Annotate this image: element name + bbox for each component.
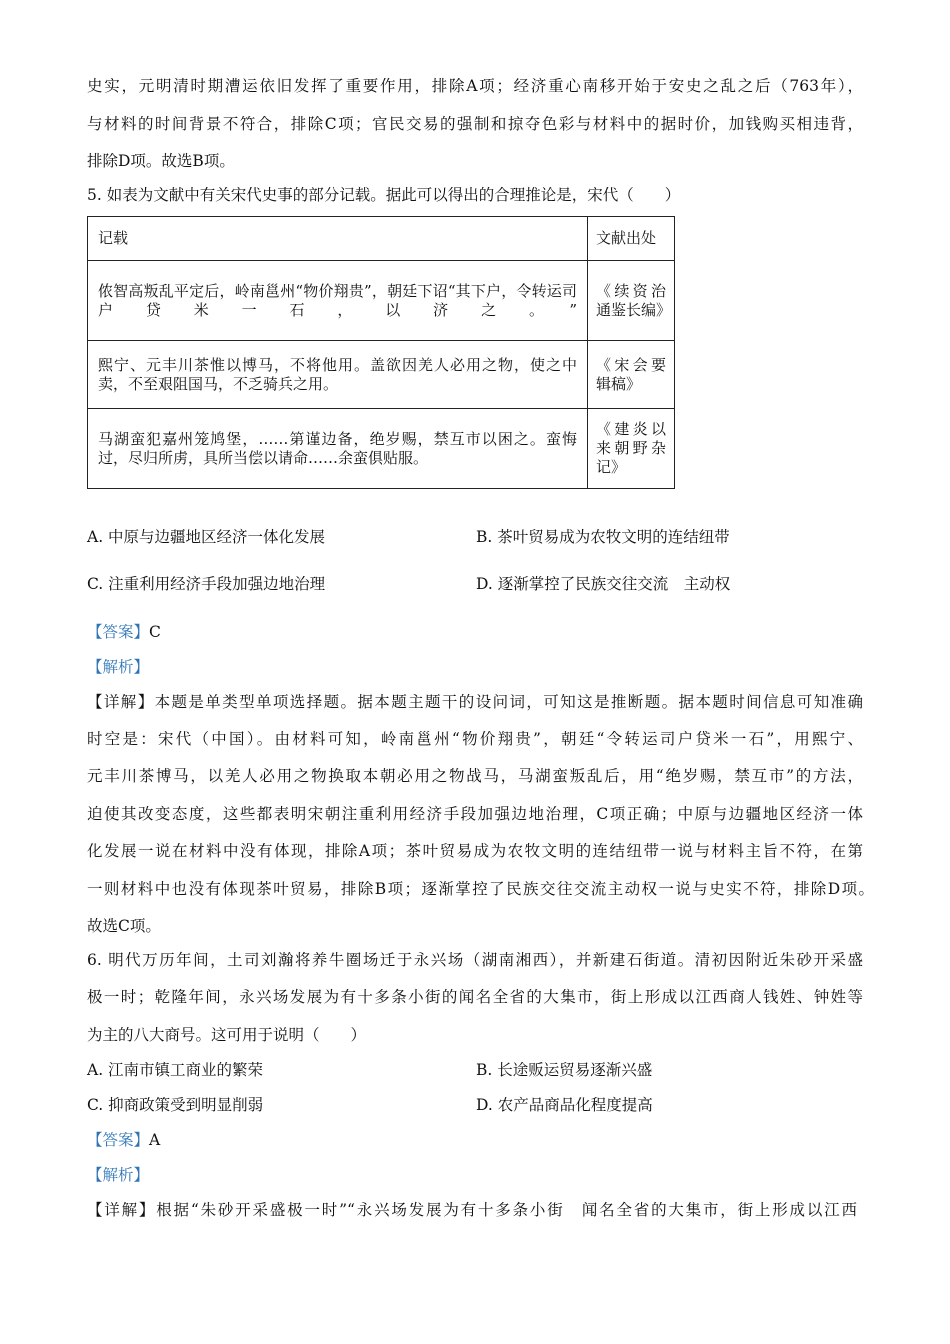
option-c: C. 注重利用经济手段加强边地治理 [87,575,326,593]
records-table [87,216,675,489]
table-header-row [88,217,675,261]
answer-value: C [149,623,161,641]
table-row [88,341,675,409]
record-cell: 侬智高叛乱平定后，岭南邕州“物价翔贵”，朝廷下诏“其下户，令转运司户贷米一石，以济之。” [88,261,588,341]
detail-line: 一则材料中也没有体现茶叶贸易，排除B项；逐渐掌控了民族交往交流主动权一说与史实不符，排除D项。 [87,880,874,898]
question-5-stem: 5. 如表为文献中有关宋代史事的部分记载。据此可以得出的合理推论是，宋代（ ） [87,186,681,204]
detail-line: 时空是：宋代（中国）。由材料可知，岭南邕州“物价翔贵”，朝廷“令转运司户贷米一石”，用熙宁、 [87,730,863,748]
record-cell: 熙宁、元丰川茶惟以博马，不将他用。盖欲因羌人必用之物，使之中卖，不至艰阻国马，不乏骑兵之用。 [88,341,588,409]
detail-line: 【详解】本题是单类型单项选择题。据本题主题干的设问词，可知这是推断题。据本题时间信息可知准确 [87,693,863,711]
source-cell: 《建炎以来朝野杂记》 [588,409,675,489]
option-a: A. 中原与边疆地区经济一体化发展 [87,528,326,546]
option-a: A. 江南市镇工商业的繁荣 [87,1061,264,1079]
text-line: 史实，元明清时期漕运依旧发挥了重要作用，排除A项；经济重心南移开始于安史之乱之后（763年）， [87,77,863,95]
record-cell: 马湖蛮犯嘉州笼鸠堡，……第谨边备，绝岁赐，禁互市以困之。蛮悔过，尽归所虏，具所当偿以请命……余蛮俱贴服。 [88,409,588,489]
detail-line: 化发展一说在材料中没有体现，排除A项；茶叶贸易成为农牧文明的连结纽带一说与材料主旨不符，在第 [87,842,863,860]
answer-line [87,622,863,642]
text-line: 与材料的时间背景不符合，排除C项；官民交易的强制和掠夺色彩与材料中的据时价，加钱购买相违背， [87,115,863,133]
text-line: 排除D项。故选B项。 [87,152,235,170]
source-cell: 《宋会要辑稿》 [588,341,675,409]
table-row [88,409,675,489]
option-b: B. 茶叶贸易成为农牧文明的连结纽带 [476,528,730,546]
header-record: 记载 [88,217,588,261]
detail-line: 迫使其改变态度，这些都表明宋朝注重利用经济手段加强边地治理，C项正确；中原与边疆地区经济一体 [87,805,863,823]
option-d: D. 农产品商品化程度提高 [476,1096,653,1114]
answer-value: A [149,1131,161,1149]
header-source: 文献出处 [588,217,675,261]
detail-line: 【详解】根据“朱砂开采盛极一时”“永兴场发展为有十多条小街 闻名全省的大集市，街上形成以江西 [87,1201,857,1219]
answer-label: 【答案】 [87,623,150,641]
analysis-label: 【解析】 [87,1166,150,1184]
source-cell: 《续资治通鉴长编》 [588,261,675,341]
option-c: C. 抑商政策受到明显削弱 [87,1096,264,1114]
question-6-stem: 6. 明代万历年间，土司刘瀚将养牛圈场迁于永兴场（湖南湘西），并新建石街道。清初因附近朱砂开采盛 [87,951,863,969]
answer-label: 【答案】 [87,1131,150,1149]
analysis-label: 【解析】 [87,658,150,676]
table-row [88,261,675,341]
option-b: B. 长途贩运贸易逐渐兴盛 [476,1061,653,1079]
detail-line: 故选C项。 [87,917,161,935]
question-6-stem: 为主的八大商号。这可用于说明（ ） [87,1026,367,1044]
answer-line [87,1130,863,1150]
question-6-stem: 极一时；乾隆年间，永兴场发展为有十多条小街的闻名全省的大集市，街上形成以江西商人钱姓、钟姓等 [87,988,863,1006]
detail-line: 元丰川茶博马，以羌人必用之物换取本朝必用之物战马，马湖蛮叛乱后，用“绝岁赐，禁互市”的方法， [87,767,863,785]
option-d: D. 逐渐掌控了民族交往交流 主动权 [476,575,731,593]
